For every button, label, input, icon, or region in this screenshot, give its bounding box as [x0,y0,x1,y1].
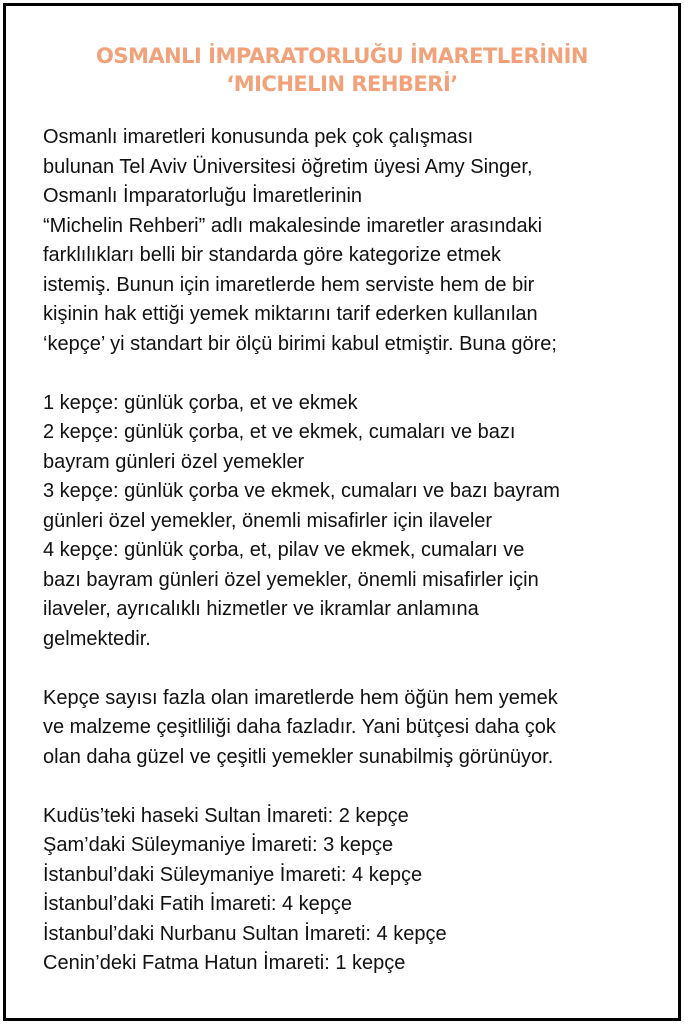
paragraph-intro [43,123,663,359]
paragraph-gap [43,654,663,684]
title-line: ‘MICHELIN REHBERİ’ [226,72,458,96]
text-line: kişinin hak ettiği yemek miktarını tarif ederken kullanılan [43,303,538,325]
title-line: OSMANLI İMPARATORLUĞU İMARETLERİNİN [95,44,589,68]
text-line: bayram günleri özel yemekler [43,450,305,473]
text-line: ve malzeme çeşitliliği daha fazladır. Yani bütçesi daha çok [43,716,556,738]
list-item: Kudüs’teki haseki Sultan İmareti: 2 kepçe [43,804,409,827]
text-line: 1 kepçe: günlük çorba, et ve ekmek [43,391,358,414]
text-line: Osmanlı İmparatorluğu İmaretlerinin [43,185,363,207]
text-line: 2 kepçe: günlük çorba, et ve ekmek, cumaları ve bazı [43,421,516,443]
paragraph-summary [43,684,663,773]
text-line: bulunan Tel Aviv Üniversitesi öğretim üyesi Amy Singer, [43,155,533,178]
text-line: olan daha güzel ve çeşitli yemekler sunabilmiş görünüyor. [43,745,554,768]
list-item: İstanbul’daki Nurbanu Sultan İmareti: 4 kepçe [43,922,447,945]
list-item: İstanbul’daki Süleymaniye İmareti: 4 kepçe [43,863,423,886]
list-item: Şam’daki Süleymaniye İmareti: 3 kepçe [43,834,394,856]
text-line: ilaveler, ayrıcalıklı hizmetler ve ikramlar anlamına [43,598,479,620]
paragraph-gap [43,772,663,802]
paragraph-gap [43,359,663,389]
list-item: Cenin’deki Fatma Hatun İmareti: 1 kepçe [43,952,406,974]
document-body [43,123,663,979]
text-line: Osmanlı imaretleri konusunda pek çok çalışması [43,126,474,148]
text-line: Kepçe sayısı fazla olan imaretlerde hem öğün hem yemek [43,686,558,709]
paragraph-kepce-levels [43,389,663,655]
list-item: İstanbul’daki Fatih İmareti: 4 kepçe [43,893,353,915]
text-line: “Michelin Rehberi” adlı makalesinde imaretler arasındaki [43,214,543,237]
text-line: gelmektedir. [43,627,151,650]
paragraph-imaret-list [43,802,663,979]
text-line: 4 kepçe: günlük çorba, et, pilav ve ekmek, cumaları ve [43,539,525,561]
text-line: günleri özel yemekler, önemli misafirler için ilaveler [43,509,493,532]
text-line: bazı bayram günleri özel yemekler, önemli misafirler için [43,568,539,591]
text-line: 3 kepçe: günlük çorba ve ekmek, cumaları ve bazı bayram [43,480,560,502]
text-line: ‘kepçe’ yi standart bir ölçü birimi kabul etmiştir. Buna göre; [43,332,557,355]
page-title [6,42,678,98]
text-line: farklılıkları belli bir standarda göre kategorize etmek [43,244,501,266]
text-line: istemiş. Bunun için imaretlerde hem serviste hem de bir [43,273,535,296]
